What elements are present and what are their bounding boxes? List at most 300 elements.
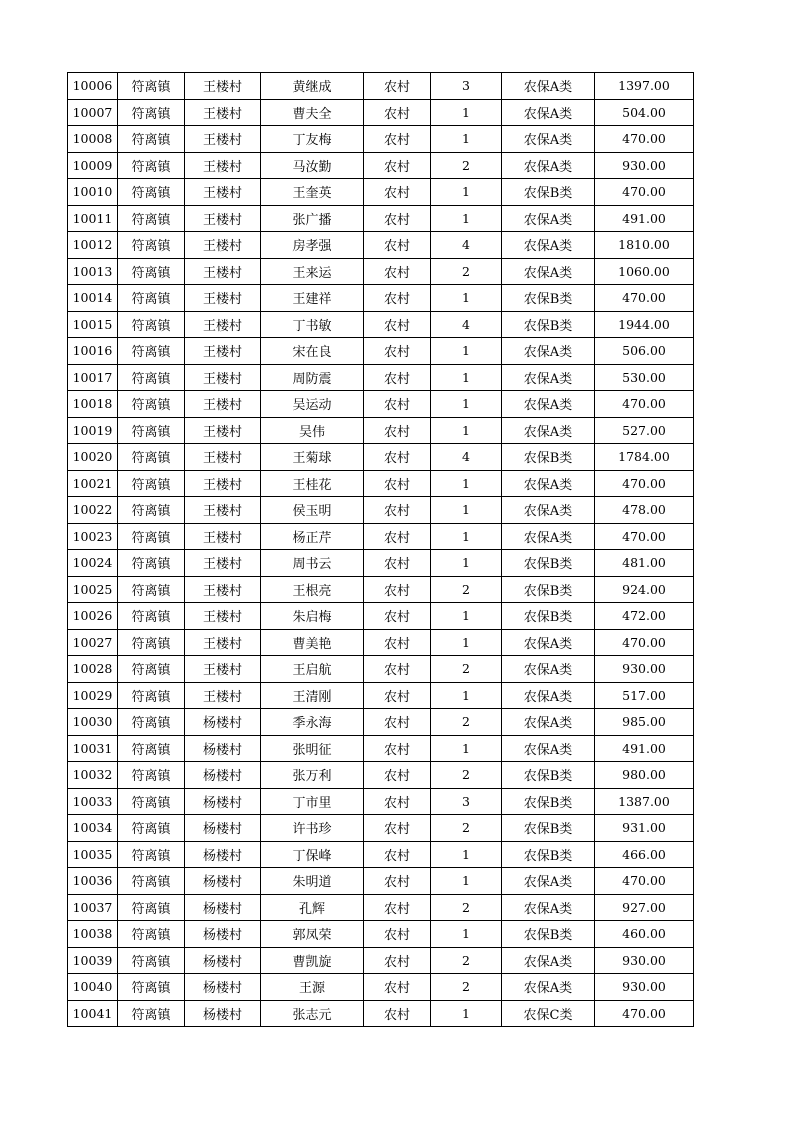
town-cell: 符离镇 bbox=[118, 391, 185, 418]
table-row bbox=[68, 311, 694, 338]
table-row bbox=[68, 868, 694, 895]
record-id-cell: 10033 bbox=[68, 788, 118, 815]
name-cell: 朱启梅 bbox=[261, 603, 364, 630]
record-id-cell: 10023 bbox=[68, 523, 118, 550]
town-cell: 符离镇 bbox=[118, 709, 185, 736]
household-type-cell: 农村 bbox=[364, 444, 431, 471]
category-cell: 农保A类 bbox=[502, 868, 595, 895]
name-cell: 孔辉 bbox=[261, 894, 364, 921]
household-type-cell: 农村 bbox=[364, 205, 431, 232]
household-type-cell: 农村 bbox=[364, 656, 431, 683]
category-cell: 农保B类 bbox=[502, 815, 595, 842]
household-type-cell: 农村 bbox=[364, 947, 431, 974]
town-cell: 符离镇 bbox=[118, 470, 185, 497]
table-row bbox=[68, 470, 694, 497]
household-type-cell: 农村 bbox=[364, 974, 431, 1001]
table-row bbox=[68, 364, 694, 391]
village-cell: 王楼村 bbox=[185, 364, 261, 391]
record-id-cell: 10039 bbox=[68, 947, 118, 974]
household-type-cell: 农村 bbox=[364, 1000, 431, 1027]
village-cell: 王楼村 bbox=[185, 550, 261, 577]
member-count-cell: 1 bbox=[431, 629, 502, 656]
village-cell: 王楼村 bbox=[185, 576, 261, 603]
town-cell: 符离镇 bbox=[118, 338, 185, 365]
record-id-cell: 10024 bbox=[68, 550, 118, 577]
household-type-cell: 农村 bbox=[364, 179, 431, 206]
record-id-cell: 10009 bbox=[68, 152, 118, 179]
village-cell: 杨楼村 bbox=[185, 921, 261, 948]
member-count-cell: 1 bbox=[431, 99, 502, 126]
name-cell: 王奎英 bbox=[261, 179, 364, 206]
village-cell: 杨楼村 bbox=[185, 735, 261, 762]
category-cell: 农保A类 bbox=[502, 894, 595, 921]
category-cell: 农保A类 bbox=[502, 470, 595, 497]
amount-cell: 927.00 bbox=[595, 894, 694, 921]
name-cell: 丁保峰 bbox=[261, 841, 364, 868]
amount-cell: 530.00 bbox=[595, 364, 694, 391]
amount-cell: 1810.00 bbox=[595, 232, 694, 259]
name-cell: 吴伟 bbox=[261, 417, 364, 444]
member-count-cell: 1 bbox=[431, 550, 502, 577]
village-cell: 王楼村 bbox=[185, 523, 261, 550]
table-row bbox=[68, 947, 694, 974]
member-count-cell: 2 bbox=[431, 762, 502, 789]
household-type-cell: 农村 bbox=[364, 391, 431, 418]
category-cell: 农保A类 bbox=[502, 709, 595, 736]
amount-cell: 930.00 bbox=[595, 152, 694, 179]
member-count-cell: 1 bbox=[431, 205, 502, 232]
amount-cell: 470.00 bbox=[595, 126, 694, 153]
amount-cell: 930.00 bbox=[595, 974, 694, 1001]
member-count-cell: 4 bbox=[431, 311, 502, 338]
member-count-cell: 4 bbox=[431, 232, 502, 259]
member-count-cell: 1 bbox=[431, 735, 502, 762]
village-cell: 王楼村 bbox=[185, 99, 261, 126]
name-cell: 曹凯旋 bbox=[261, 947, 364, 974]
name-cell: 王源 bbox=[261, 974, 364, 1001]
household-type-cell: 农村 bbox=[364, 841, 431, 868]
member-count-cell: 2 bbox=[431, 576, 502, 603]
household-type-cell: 农村 bbox=[364, 762, 431, 789]
amount-cell: 1060.00 bbox=[595, 258, 694, 285]
record-id-cell: 10010 bbox=[68, 179, 118, 206]
household-type-cell: 农村 bbox=[364, 126, 431, 153]
town-cell: 符离镇 bbox=[118, 682, 185, 709]
name-cell: 张万利 bbox=[261, 762, 364, 789]
category-cell: 农保B类 bbox=[502, 762, 595, 789]
record-id-cell: 10021 bbox=[68, 470, 118, 497]
table-row bbox=[68, 126, 694, 153]
record-id-cell: 10026 bbox=[68, 603, 118, 630]
table-row bbox=[68, 258, 694, 285]
record-id-cell: 10027 bbox=[68, 629, 118, 656]
amount-cell: 980.00 bbox=[595, 762, 694, 789]
table-row bbox=[68, 709, 694, 736]
category-cell: 农保A类 bbox=[502, 232, 595, 259]
village-cell: 杨楼村 bbox=[185, 709, 261, 736]
record-id-cell: 10031 bbox=[68, 735, 118, 762]
record-id-cell: 10034 bbox=[68, 815, 118, 842]
village-cell: 杨楼村 bbox=[185, 815, 261, 842]
member-count-cell: 2 bbox=[431, 947, 502, 974]
record-id-cell: 10011 bbox=[68, 205, 118, 232]
category-cell: 农保A类 bbox=[502, 364, 595, 391]
name-cell: 宋在良 bbox=[261, 338, 364, 365]
member-count-cell: 4 bbox=[431, 444, 502, 471]
record-id-cell: 10007 bbox=[68, 99, 118, 126]
table-body bbox=[68, 73, 694, 1027]
member-count-cell: 1 bbox=[431, 417, 502, 444]
town-cell: 符离镇 bbox=[118, 417, 185, 444]
village-cell: 王楼村 bbox=[185, 603, 261, 630]
table-row bbox=[68, 550, 694, 577]
household-type-cell: 农村 bbox=[364, 709, 431, 736]
amount-cell: 470.00 bbox=[595, 523, 694, 550]
member-count-cell: 1 bbox=[431, 841, 502, 868]
member-count-cell: 2 bbox=[431, 258, 502, 285]
category-cell: 农保A类 bbox=[502, 735, 595, 762]
village-cell: 王楼村 bbox=[185, 258, 261, 285]
table-row bbox=[68, 444, 694, 471]
table-row bbox=[68, 762, 694, 789]
category-cell: 农保A类 bbox=[502, 99, 595, 126]
record-id-cell: 10013 bbox=[68, 258, 118, 285]
category-cell: 农保A类 bbox=[502, 338, 595, 365]
town-cell: 符离镇 bbox=[118, 152, 185, 179]
town-cell: 符离镇 bbox=[118, 921, 185, 948]
town-cell: 符离镇 bbox=[118, 364, 185, 391]
name-cell: 杨正芹 bbox=[261, 523, 364, 550]
table-row bbox=[68, 391, 694, 418]
record-id-cell: 10040 bbox=[68, 974, 118, 1001]
name-cell: 王建祥 bbox=[261, 285, 364, 312]
household-type-cell: 农村 bbox=[364, 603, 431, 630]
village-cell: 杨楼村 bbox=[185, 841, 261, 868]
record-id-cell: 10006 bbox=[68, 73, 118, 100]
name-cell: 马汝勤 bbox=[261, 152, 364, 179]
member-count-cell: 1 bbox=[431, 523, 502, 550]
town-cell: 符离镇 bbox=[118, 179, 185, 206]
table-row bbox=[68, 735, 694, 762]
record-id-cell: 10015 bbox=[68, 311, 118, 338]
member-count-cell: 2 bbox=[431, 894, 502, 921]
household-type-cell: 农村 bbox=[364, 258, 431, 285]
table-row bbox=[68, 656, 694, 683]
town-cell: 符离镇 bbox=[118, 762, 185, 789]
table-row bbox=[68, 285, 694, 312]
household-type-cell: 农村 bbox=[364, 73, 431, 100]
record-id-cell: 10016 bbox=[68, 338, 118, 365]
record-id-cell: 10014 bbox=[68, 285, 118, 312]
village-cell: 王楼村 bbox=[185, 338, 261, 365]
member-count-cell: 1 bbox=[431, 921, 502, 948]
amount-cell: 506.00 bbox=[595, 338, 694, 365]
village-cell: 王楼村 bbox=[185, 179, 261, 206]
village-cell: 王楼村 bbox=[185, 629, 261, 656]
town-cell: 符离镇 bbox=[118, 974, 185, 1001]
town-cell: 符离镇 bbox=[118, 576, 185, 603]
member-count-cell: 1 bbox=[431, 364, 502, 391]
member-count-cell: 1 bbox=[431, 603, 502, 630]
town-cell: 符离镇 bbox=[118, 947, 185, 974]
amount-cell: 470.00 bbox=[595, 285, 694, 312]
village-cell: 王楼村 bbox=[185, 311, 261, 338]
household-type-cell: 农村 bbox=[364, 99, 431, 126]
town-cell: 符离镇 bbox=[118, 550, 185, 577]
household-type-cell: 农村 bbox=[364, 285, 431, 312]
household-type-cell: 农村 bbox=[364, 815, 431, 842]
amount-cell: 985.00 bbox=[595, 709, 694, 736]
member-count-cell: 1 bbox=[431, 391, 502, 418]
household-type-cell: 农村 bbox=[364, 497, 431, 524]
amount-cell: 930.00 bbox=[595, 947, 694, 974]
village-cell: 王楼村 bbox=[185, 73, 261, 100]
category-cell: 农保B类 bbox=[502, 576, 595, 603]
record-id-cell: 10008 bbox=[68, 126, 118, 153]
name-cell: 曹美艳 bbox=[261, 629, 364, 656]
member-count-cell: 2 bbox=[431, 815, 502, 842]
amount-cell: 470.00 bbox=[595, 470, 694, 497]
record-id-cell: 10020 bbox=[68, 444, 118, 471]
record-id-cell: 10037 bbox=[68, 894, 118, 921]
table-row bbox=[68, 417, 694, 444]
amount-cell: 931.00 bbox=[595, 815, 694, 842]
member-count-cell: 1 bbox=[431, 179, 502, 206]
table-row bbox=[68, 788, 694, 815]
member-count-cell: 2 bbox=[431, 974, 502, 1001]
town-cell: 符离镇 bbox=[118, 497, 185, 524]
household-type-cell: 农村 bbox=[364, 550, 431, 577]
table-row bbox=[68, 73, 694, 100]
category-cell: 农保A类 bbox=[502, 391, 595, 418]
name-cell: 王菊球 bbox=[261, 444, 364, 471]
relief-roster-table bbox=[67, 72, 694, 1027]
category-cell: 农保A类 bbox=[502, 126, 595, 153]
name-cell: 朱明道 bbox=[261, 868, 364, 895]
member-count-cell: 2 bbox=[431, 152, 502, 179]
household-type-cell: 农村 bbox=[364, 682, 431, 709]
category-cell: 农保A类 bbox=[502, 656, 595, 683]
village-cell: 王楼村 bbox=[185, 656, 261, 683]
record-id-cell: 10041 bbox=[68, 1000, 118, 1027]
category-cell: 农保B类 bbox=[502, 179, 595, 206]
name-cell: 黄继成 bbox=[261, 73, 364, 100]
table-row bbox=[68, 497, 694, 524]
name-cell: 郭凤荣 bbox=[261, 921, 364, 948]
town-cell: 符离镇 bbox=[118, 285, 185, 312]
category-cell: 农保B类 bbox=[502, 311, 595, 338]
town-cell: 符离镇 bbox=[118, 894, 185, 921]
household-type-cell: 农村 bbox=[364, 417, 431, 444]
amount-cell: 527.00 bbox=[595, 417, 694, 444]
category-cell: 农保B类 bbox=[502, 921, 595, 948]
village-cell: 王楼村 bbox=[185, 126, 261, 153]
amount-cell: 504.00 bbox=[595, 99, 694, 126]
town-cell: 符离镇 bbox=[118, 735, 185, 762]
amount-cell: 470.00 bbox=[595, 868, 694, 895]
name-cell: 房孝强 bbox=[261, 232, 364, 259]
town-cell: 符离镇 bbox=[118, 841, 185, 868]
member-count-cell: 1 bbox=[431, 497, 502, 524]
table-row bbox=[68, 894, 694, 921]
amount-cell: 470.00 bbox=[595, 391, 694, 418]
table-row bbox=[68, 523, 694, 550]
table-row bbox=[68, 179, 694, 206]
record-id-cell: 10030 bbox=[68, 709, 118, 736]
town-cell: 符离镇 bbox=[118, 868, 185, 895]
town-cell: 符离镇 bbox=[118, 603, 185, 630]
category-cell: 农保B类 bbox=[502, 788, 595, 815]
record-id-cell: 10028 bbox=[68, 656, 118, 683]
category-cell: 农保B类 bbox=[502, 285, 595, 312]
name-cell: 季永海 bbox=[261, 709, 364, 736]
name-cell: 张志元 bbox=[261, 1000, 364, 1027]
table-row bbox=[68, 841, 694, 868]
member-count-cell: 1 bbox=[431, 470, 502, 497]
member-count-cell: 3 bbox=[431, 788, 502, 815]
table-row bbox=[68, 921, 694, 948]
town-cell: 符离镇 bbox=[118, 311, 185, 338]
town-cell: 符离镇 bbox=[118, 1000, 185, 1027]
category-cell: 农保A类 bbox=[502, 497, 595, 524]
village-cell: 杨楼村 bbox=[185, 947, 261, 974]
village-cell: 王楼村 bbox=[185, 152, 261, 179]
amount-cell: 517.00 bbox=[595, 682, 694, 709]
member-count-cell: 1 bbox=[431, 126, 502, 153]
household-type-cell: 农村 bbox=[364, 364, 431, 391]
table-row bbox=[68, 682, 694, 709]
household-type-cell: 农村 bbox=[364, 338, 431, 365]
name-cell: 丁友梅 bbox=[261, 126, 364, 153]
table-row bbox=[68, 629, 694, 656]
record-id-cell: 10025 bbox=[68, 576, 118, 603]
village-cell: 王楼村 bbox=[185, 470, 261, 497]
record-id-cell: 10022 bbox=[68, 497, 118, 524]
amount-cell: 478.00 bbox=[595, 497, 694, 524]
member-count-cell: 3 bbox=[431, 73, 502, 100]
village-cell: 王楼村 bbox=[185, 391, 261, 418]
record-id-cell: 10017 bbox=[68, 364, 118, 391]
table-row bbox=[68, 974, 694, 1001]
record-id-cell: 10029 bbox=[68, 682, 118, 709]
household-type-cell: 农村 bbox=[364, 735, 431, 762]
amount-cell: 1397.00 bbox=[595, 73, 694, 100]
household-type-cell: 农村 bbox=[364, 868, 431, 895]
member-count-cell: 2 bbox=[431, 656, 502, 683]
member-count-cell: 1 bbox=[431, 1000, 502, 1027]
household-type-cell: 农村 bbox=[364, 232, 431, 259]
town-cell: 符离镇 bbox=[118, 258, 185, 285]
record-id-cell: 10018 bbox=[68, 391, 118, 418]
amount-cell: 470.00 bbox=[595, 629, 694, 656]
amount-cell: 481.00 bbox=[595, 550, 694, 577]
town-cell: 符离镇 bbox=[118, 126, 185, 153]
amount-cell: 930.00 bbox=[595, 656, 694, 683]
record-id-cell: 10012 bbox=[68, 232, 118, 259]
name-cell: 王来运 bbox=[261, 258, 364, 285]
category-cell: 农保A类 bbox=[502, 258, 595, 285]
table-row bbox=[68, 152, 694, 179]
household-type-cell: 农村 bbox=[364, 576, 431, 603]
amount-cell: 472.00 bbox=[595, 603, 694, 630]
name-cell: 丁书敏 bbox=[261, 311, 364, 338]
village-cell: 杨楼村 bbox=[185, 894, 261, 921]
name-cell: 王根亮 bbox=[261, 576, 364, 603]
amount-cell: 924.00 bbox=[595, 576, 694, 603]
member-count-cell: 1 bbox=[431, 868, 502, 895]
village-cell: 杨楼村 bbox=[185, 762, 261, 789]
table-row bbox=[68, 1000, 694, 1027]
name-cell: 许书珍 bbox=[261, 815, 364, 842]
village-cell: 王楼村 bbox=[185, 232, 261, 259]
name-cell: 丁市里 bbox=[261, 788, 364, 815]
category-cell: 农保A类 bbox=[502, 417, 595, 444]
amount-cell: 470.00 bbox=[595, 179, 694, 206]
category-cell: 农保B类 bbox=[502, 841, 595, 868]
amount-cell: 460.00 bbox=[595, 921, 694, 948]
table-row bbox=[68, 205, 694, 232]
category-cell: 农保A类 bbox=[502, 947, 595, 974]
town-cell: 符离镇 bbox=[118, 656, 185, 683]
name-cell: 周防震 bbox=[261, 364, 364, 391]
household-type-cell: 农村 bbox=[364, 921, 431, 948]
record-id-cell: 10035 bbox=[68, 841, 118, 868]
village-cell: 王楼村 bbox=[185, 285, 261, 312]
name-cell: 侯玉明 bbox=[261, 497, 364, 524]
village-cell: 杨楼村 bbox=[185, 788, 261, 815]
name-cell: 吴运动 bbox=[261, 391, 364, 418]
amount-cell: 1944.00 bbox=[595, 311, 694, 338]
record-id-cell: 10032 bbox=[68, 762, 118, 789]
member-count-cell: 1 bbox=[431, 682, 502, 709]
town-cell: 符离镇 bbox=[118, 788, 185, 815]
household-type-cell: 农村 bbox=[364, 629, 431, 656]
name-cell: 曹夫全 bbox=[261, 99, 364, 126]
name-cell: 王桂花 bbox=[261, 470, 364, 497]
category-cell: 农保C类 bbox=[502, 1000, 595, 1027]
category-cell: 农保A类 bbox=[502, 682, 595, 709]
town-cell: 符离镇 bbox=[118, 629, 185, 656]
table-row bbox=[68, 232, 694, 259]
amount-cell: 466.00 bbox=[595, 841, 694, 868]
table-row bbox=[68, 99, 694, 126]
member-count-cell: 1 bbox=[431, 285, 502, 312]
table-row bbox=[68, 576, 694, 603]
town-cell: 符离镇 bbox=[118, 99, 185, 126]
village-cell: 王楼村 bbox=[185, 417, 261, 444]
category-cell: 农保A类 bbox=[502, 73, 595, 100]
household-type-cell: 农村 bbox=[364, 470, 431, 497]
record-id-cell: 10019 bbox=[68, 417, 118, 444]
village-cell: 杨楼村 bbox=[185, 974, 261, 1001]
town-cell: 符离镇 bbox=[118, 205, 185, 232]
name-cell: 周书云 bbox=[261, 550, 364, 577]
amount-cell: 470.00 bbox=[595, 1000, 694, 1027]
amount-cell: 1387.00 bbox=[595, 788, 694, 815]
category-cell: 农保A类 bbox=[502, 152, 595, 179]
name-cell: 王清刚 bbox=[261, 682, 364, 709]
town-cell: 符离镇 bbox=[118, 444, 185, 471]
town-cell: 符离镇 bbox=[118, 232, 185, 259]
record-id-cell: 10038 bbox=[68, 921, 118, 948]
name-cell: 张明征 bbox=[261, 735, 364, 762]
town-cell: 符离镇 bbox=[118, 523, 185, 550]
category-cell: 农保A类 bbox=[502, 629, 595, 656]
household-type-cell: 农村 bbox=[364, 894, 431, 921]
village-cell: 王楼村 bbox=[185, 205, 261, 232]
village-cell: 王楼村 bbox=[185, 444, 261, 471]
category-cell: 农保B类 bbox=[502, 603, 595, 630]
